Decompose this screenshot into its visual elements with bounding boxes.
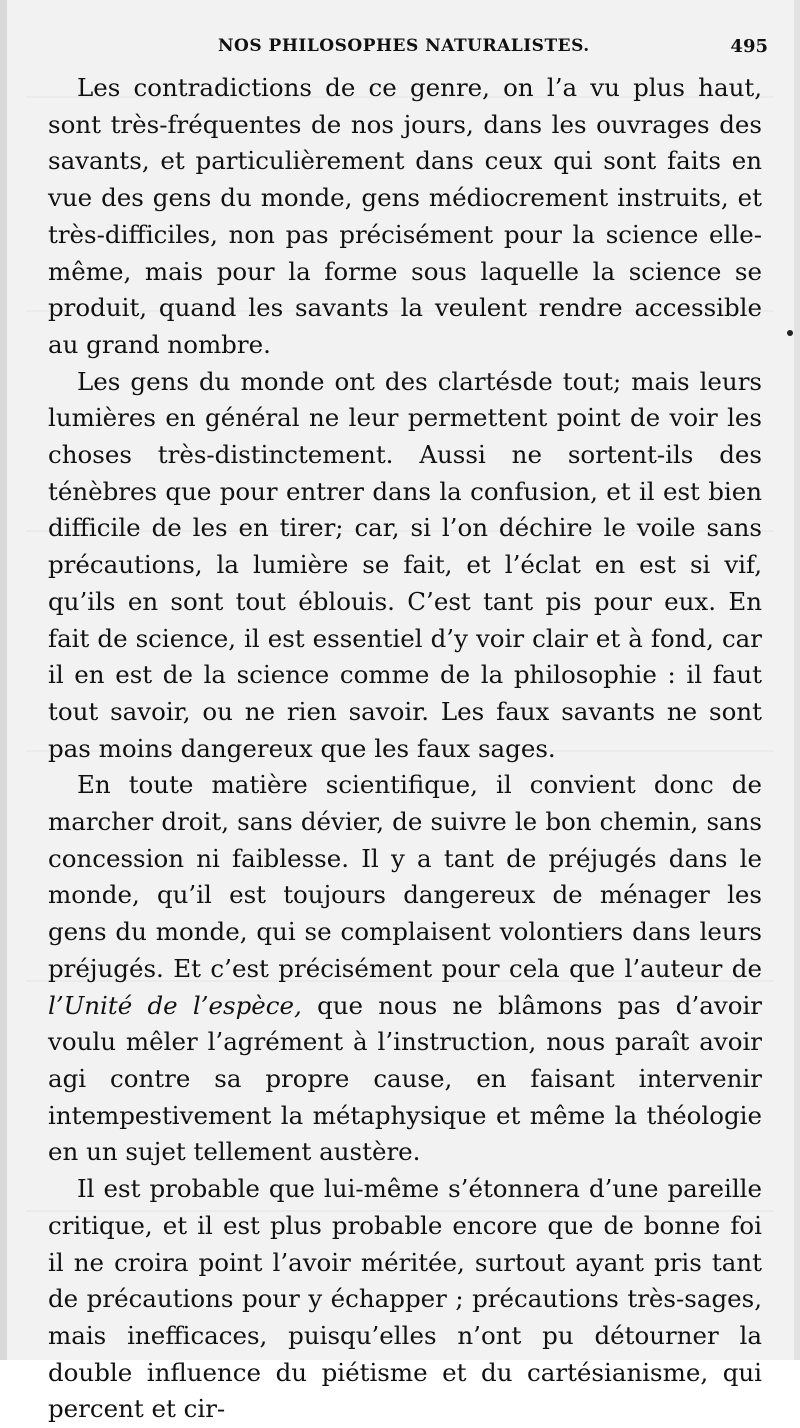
paragraph: Les contradictions de ce genre, on l’a vu plus haut, sont très-fréquentes de nos jours, dans les ouvrages des savants, et particulièrement dans ceux qui sont faits en vue des gens du monde, gens médiocrement instruits, et très-difficiles, non pas précisément pour la science elle-même, mais pour la forme sous laquelle la science se produit, quand les savants la veulent rendre accessible au grand nombre.	[48, 73, 762, 359]
page-number: 495	[730, 36, 768, 57]
paragraph	[48, 767, 762, 1171]
body-text	[48, 70, 762, 1428]
page-header	[48, 30, 768, 62]
paragraph-text: que nous ne blâmons pas d’avoir voulu mêler l’agrément à l’instruction, nous paraît avoir agi contre sa propre cause, en faisant intervenir intempestivement la métaphysique et même la théologie en un sujet tellement austère.	[48, 990, 763, 1167]
paragraph-text: En toute matière scientifique, il convient donc de marcher droit, sans dévier, de suivre le bon chemin, sans concession ni faiblesse. Il y a tant de préjugés dans le monde, qu’il est toujours dangereux de ménager les gens du monde, qui se complaisent volontiers dans leurs préjugés. Et c’est précisément pour cela que l’auteur de	[48, 770, 762, 983]
running-title: NOS PHILOSOPHES NATURALISTES.	[218, 36, 590, 56]
book-title-italic: l’Unité de l’espèce,	[48, 990, 302, 1020]
paragraph: Il est probable que lui-même s’étonnera d’une pareille critique, et il est plus probable encore que de bonne foi il ne croira point l’avoir méritée, surtout ayant pris tant de précautions pour y échapper ; précautions très-sages, mais inefficaces, puisqu’elles n’ont pu détourner la double influence du piétisme et du cartésianisme, qui percent et cir-	[48, 1174, 762, 1424]
paragraph: Les gens du monde ont des clartésde tout; mais leurs lumières en général ne leur permettent point de voir les choses très-distinctement. Aussi ne sortent-ils des ténèbres que pour entrer dans la confusion, et il est bien difficile de les en tirer; car, si l’on déchire le voile sans précautions, la lumière se fait, et l’éclat en est si vif, qu’ils en sont tout éblouis. C’est tant pis pour eux. En fait de science, il est essentiel d’y voir clair et à fond, car il en est de la science comme de la philosophie : il faut tout savoir, ou ne rien savoir. Les faux savants ne sont pas moins dangereux que les faux sages.	[48, 366, 762, 763]
margin-ink-dot	[787, 330, 793, 336]
page-right-edge	[794, 0, 800, 1360]
page-left-edge	[0, 0, 7, 1360]
